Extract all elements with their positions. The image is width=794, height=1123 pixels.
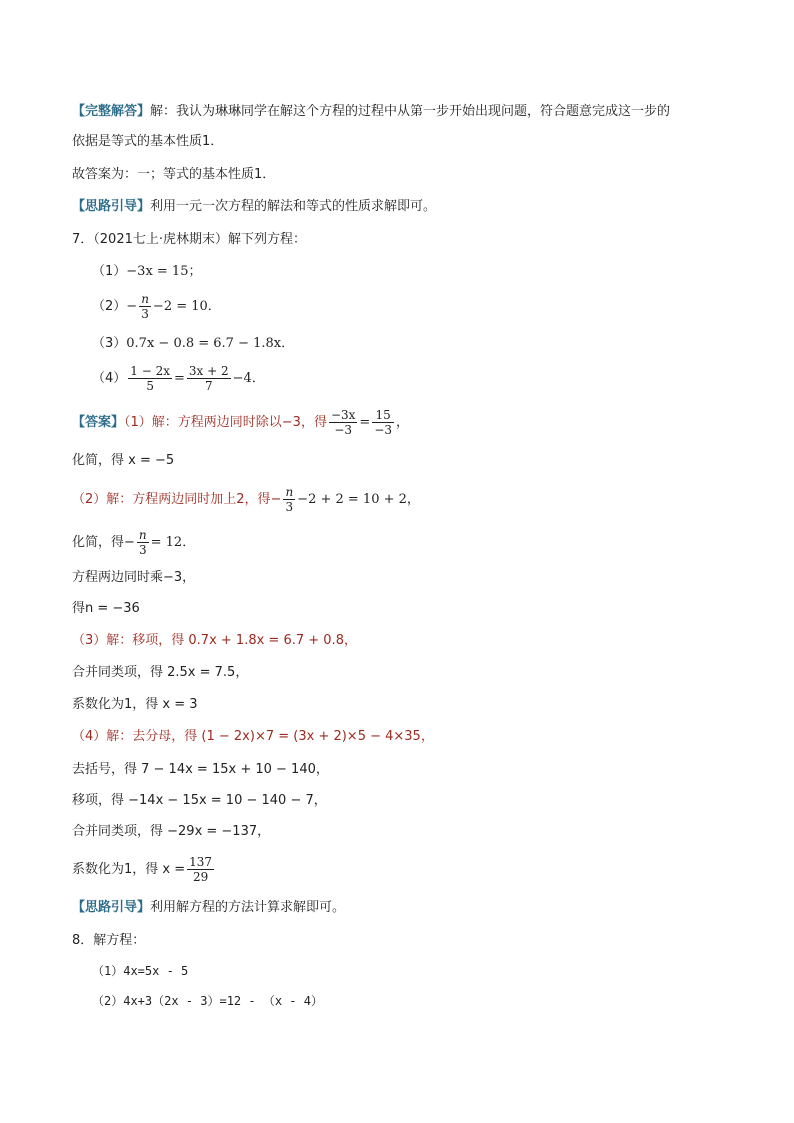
hint-tag: 【思路引导】 <box>72 900 151 915</box>
full-answer-line-1: 【完整解答】解：我认为琳琳同学在解这个方程的过程中从第一步开始出现问题，符合题意完成这一步的 <box>72 104 671 119</box>
fraction: $\frac{15}{-3}$ <box>374 408 393 437</box>
fraction: $\frac{n}{3}$ <box>138 528 147 557</box>
answer-tag: 【答案】 <box>72 415 125 430</box>
full-answer-line-2: 依据是等式的基本性质1． <box>72 134 224 149</box>
answer-step-3-combine: 合并同类项，得 2.5x = 7.5， <box>72 665 249 680</box>
answer-step-2: （2）解：方程两边同时加上2，得− $\frac{n}{3}$ −2 + 2 = 10 + 2， <box>72 485 420 514</box>
answer-step-4-combine: 合并同类项，得 −29x = −137， <box>72 824 271 839</box>
answer-step-1: 【答案】（1）解：方程两边同时除以−3，得 $\frac{-3x}{-3}$ = $\frac{15}{-3}$ ， <box>72 408 410 437</box>
answer-step-4-coefficient: 系数化为1，得 x = $\frac{137}{29}$ <box>72 855 213 884</box>
hint-line-2: 【思路引导】利用解方程的方法计算求解即可。 <box>72 900 346 915</box>
q7-part-3: （3）0.7x − 0.8 = 6.7 − 1.8x． <box>92 336 295 351</box>
fraction: $\frac{-3x}{-3}$ <box>330 408 356 437</box>
fraction: $\frac{n}{3}$ <box>285 485 294 514</box>
answer-step-4-denominator: （4）解：去分母，得 (1 − 2x)×7 = (3x + 2)×5 − 4×35， <box>72 729 434 744</box>
fraction: $\frac{n}{3}$ <box>141 292 149 321</box>
full-answer-tag: 【完整解答】 <box>72 104 151 119</box>
q8-part-2: （2）4x+3（2x - 3）=12 - （x - 4） <box>92 994 323 1008</box>
answer-step-2-multiply: 方程两边同时乘−3， <box>72 570 196 585</box>
hint-tag: 【思路引导】 <box>72 199 151 214</box>
full-answer-line-3: 故答案为：一；等式的基本性质1． <box>72 167 276 182</box>
q7-part-2: （2）− $\frac{n}{3}$ −2 = 10． <box>92 292 221 321</box>
answer-step-3-coefficient: 系数化为1，得 x = 3 <box>72 697 198 712</box>
q7-part-4: （4） $\frac{1 - 2x}{5}$ = $\frac{3x + 2}{7}$ −4． <box>92 364 265 393</box>
fraction: $\frac{137}{29}$ <box>189 855 213 884</box>
question-8-stem: 8．解方程： <box>72 933 146 948</box>
hint-line-1: 【思路引导】利用一元一次方程的解法和等式的性质求解即可。 <box>72 199 437 214</box>
fraction: $\frac{3x + 2}{7}$ <box>188 364 229 393</box>
answer-step-1-simplify: 化简，得 x = −5 <box>72 453 175 468</box>
answer-step-3-move: （3）解：移项，得 0.7x + 1.8x = 6.7 + 0.8， <box>72 633 357 648</box>
answer-step-2-simplify: 化简，得− $\frac{n}{3}$ = 12． <box>72 528 196 557</box>
question-7-stem: 7．（2021七上·虎林期末）解下列方程： <box>72 232 306 247</box>
q7-part-1: （1）−3x = 15； <box>92 264 202 279</box>
fraction: $\frac{1 - 2x}{5}$ <box>130 364 171 393</box>
q8-part-1: （1）4x=5x - 5 <box>92 964 189 978</box>
answer-step-4-bracket: 去括号，得 7 − 14x = 15x + 10 − 140， <box>72 762 329 777</box>
answer-step-2-result: 得n = −36 <box>72 601 140 616</box>
answer-step-4-move: 移项，得 −14x − 15x = 10 − 140 − 7， <box>72 793 327 808</box>
